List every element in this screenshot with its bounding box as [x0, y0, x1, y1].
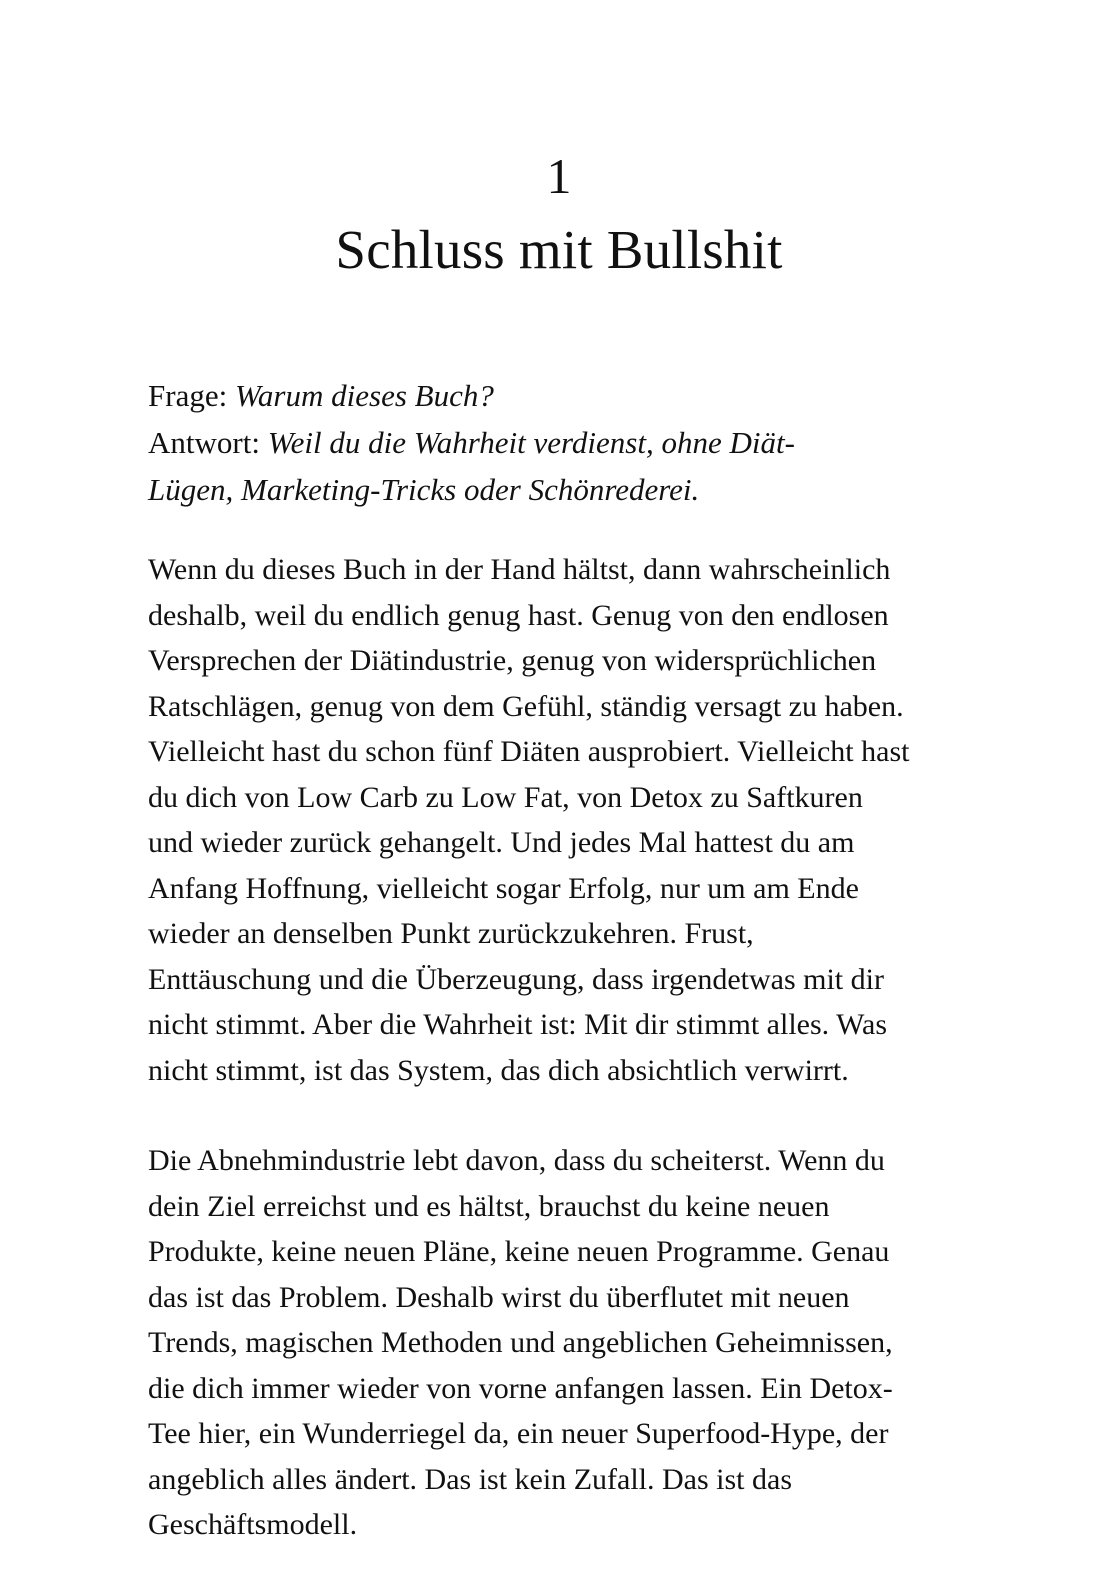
- text-column: [148, 372, 976, 1548]
- body-paragraph: Die Abnehmindustrie lebt davon, dass du scheiterst. Wenn du dein Ziel erreichst und es hältst, brauchst du keine neuen Produkte, keine neuen Pläne, keine neuen Programme. Genau das ist das Problem. Deshalb wirst du überflutet mit neuen Trends, magischen Methoden und angeblichen Geheimnissen, die dich immer wieder von vorne anfangen lassen. Ein Detox- Tee hier, ein Wunderriegel da, ein neuer Superfood-Hype, der angeblich alles ändert. Das ist kein Zufall. Das ist das Geschäftsmodell.: [148, 1144, 893, 1541]
- question-label: Frage:: [148, 378, 228, 413]
- chapter-heading: [0, 150, 1118, 281]
- question-text: Warum dieses Buch?: [234, 378, 494, 413]
- answer-label: Antwort:: [148, 425, 260, 460]
- question-answer-block: [148, 372, 976, 513]
- answer-text: Weil du die Wahrheit verdienst, ohne Diät- Lügen, Marketing-Tricks oder Schönrederei.: [148, 425, 795, 507]
- question-line: [148, 372, 976, 419]
- body-paragraph: Wenn du dieses Buch in der Hand hältst, dann wahrscheinlich deshalb, weil du endlich genug hast. Genug von den endlosen Versprechen der Diätindustrie, genug von widersprüchlichen Ratschlägen, genug von dem Gefühl, ständig versagt zu haben. Vielleicht hast du schon fünf Diäten ausprobiert. Vielleicht hast du dich von Low Carb zu Low Fat, von Detox zu Saftkuren und wieder zurück gehangelt. Und jedes Mal hattest du am Anfang Hoffnung, vielleicht sogar Erfolg, nur um am Ende wieder an denselben Punkt zurückzukehren. Frust, Enttäuschung und die Überzeugung, dass irgendetwas mit dir nicht stimmt. Aber die Wahrheit ist: Mit dir stimmt alles. Was nicht stimmt, ist das System, das dich absichtlich verwirrt.: [148, 553, 910, 1087]
- chapter-number: 1: [546, 148, 572, 204]
- chapter-title: Schluss mit Bullshit: [335, 219, 783, 280]
- answer-line: [148, 419, 976, 513]
